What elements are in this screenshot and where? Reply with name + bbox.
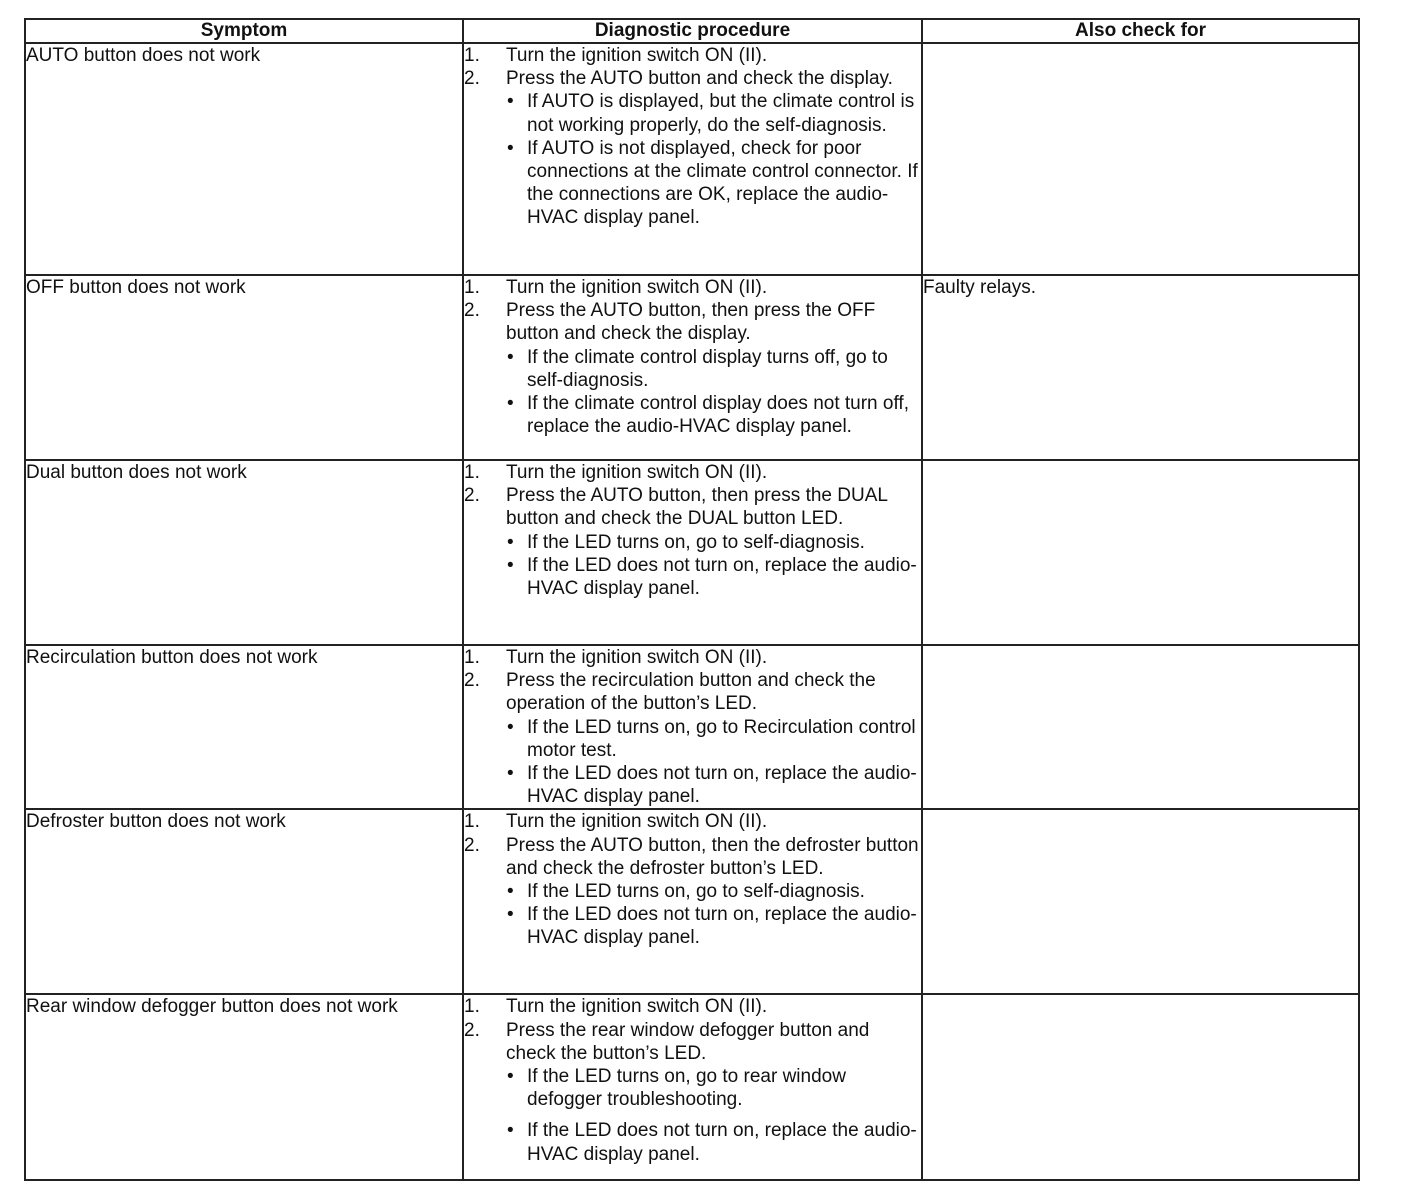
header-row — [25, 19, 1359, 43]
step-text: Press the AUTO button, then the defroster button and check the defroster button’s LED. — [506, 834, 919, 879]
bullet-item — [464, 346, 921, 392]
bullet-glyph: • — [507, 1120, 514, 1142]
step-text: Press the recirculation button and check the operation of the button’s LED. — [506, 670, 876, 715]
step — [464, 810, 921, 833]
step — [464, 461, 921, 484]
step-number: 2. — [464, 670, 480, 692]
bullet-item — [464, 762, 921, 808]
step — [464, 669, 921, 715]
step-text: Turn the ignition switch ON (II). — [506, 277, 768, 298]
step-number: 1. — [464, 45, 480, 66]
step — [464, 276, 921, 299]
table-row — [25, 275, 1359, 460]
bullet-text: If AUTO is not displayed, check for poor connections at the climate control connector. If the connections are OK, replace the audio-HVAC display panel. — [527, 137, 918, 229]
table-row — [25, 43, 1359, 275]
symptom-cell: OFF button does not work — [25, 275, 463, 460]
also-check-cell — [922, 460, 1359, 645]
bullet-text: If the climate control display turns off, go to self-diagnosis. — [527, 346, 888, 391]
bullet-item — [464, 90, 921, 136]
bullet-glyph: • — [507, 346, 514, 368]
step — [464, 834, 921, 880]
step-number: 1. — [464, 462, 480, 483]
step-number: 1. — [464, 277, 480, 298]
bullet-text: If the LED turns on, go to self-diagnosis. — [527, 881, 865, 903]
step-text: Turn the ignition switch ON (II). — [506, 45, 768, 66]
bullet-item — [464, 716, 921, 762]
step — [464, 646, 921, 669]
bullet-text: If AUTO is displayed, but the climate control is not working properly, do the self-diagnosis. — [527, 91, 915, 136]
step-text: Press the rear window defogger button and check the button’s LED. — [506, 1019, 870, 1064]
bullet-item — [464, 137, 921, 230]
bullet-glyph: • — [507, 393, 514, 415]
header-symptom: Symptom — [25, 19, 463, 43]
bullet-text: If the climate control display does not turn off, replace the audio-HVAC display panel. — [527, 393, 909, 438]
bullet-item — [464, 554, 921, 600]
symptom-cell: Rear window defogger button does not work — [25, 994, 463, 1180]
step-number: 2. — [464, 834, 480, 856]
bullet-item — [464, 880, 921, 903]
also-check-cell — [922, 645, 1359, 809]
procedure-cell — [463, 809, 922, 994]
bullet-text: If the LED does not turn on, replace the audio-HVAC display panel. — [527, 554, 917, 600]
bullet-glyph: • — [507, 881, 514, 903]
step-number: 2. — [464, 1019, 480, 1041]
bullet-text: If the LED does not turn on, replace the audio-HVAC display panel. — [527, 1120, 917, 1165]
step — [464, 67, 921, 90]
bullet-item — [464, 1119, 921, 1165]
bullet-glyph: • — [507, 904, 514, 926]
bullet-glyph: • — [507, 1066, 514, 1088]
troubleshooting-table — [24, 18, 1360, 1181]
bullet-item — [464, 392, 921, 438]
header-procedure: Diagnostic procedure — [463, 19, 922, 43]
table-row — [25, 460, 1359, 645]
also-check-cell — [922, 809, 1359, 994]
table-row — [25, 645, 1359, 809]
bullet-item — [464, 903, 921, 949]
step-text: Turn the ignition switch ON (II). — [506, 647, 768, 668]
bullet-text: If the LED does not turn on, replace the audio-HVAC display panel. — [527, 904, 917, 949]
step-text: Turn the ignition switch ON (II). — [506, 811, 768, 833]
bullet-text: If the LED turns on, go to self-diagnosis. — [527, 531, 865, 553]
bullet-glyph: • — [507, 531, 514, 553]
step-number: 2. — [464, 300, 480, 322]
also-check-cell: Faulty relays. — [922, 275, 1359, 460]
step-number: 1. — [464, 647, 480, 668]
step-text: Turn the ignition switch ON (II). — [506, 996, 768, 1018]
bullet-text: If the LED does not turn on, replace the audio-HVAC display panel. — [527, 763, 917, 808]
bullet-text: If the LED turns on, go to rear window defogger troubleshooting. — [527, 1066, 846, 1111]
step-text: Press the AUTO button and check the display. — [506, 68, 893, 90]
step-number: 1. — [464, 996, 480, 1018]
bullet-item — [464, 1065, 921, 1111]
step-text: Press the AUTO button, then press the DUAL button and check the DUAL button LED. — [506, 485, 888, 530]
symptom-cell: Defroster button does not work — [25, 809, 463, 994]
bullet-glyph: • — [507, 716, 514, 738]
bullet-glyph: • — [507, 763, 514, 785]
also-check-cell — [922, 994, 1359, 1180]
symptom-cell: Recirculation button does not work — [25, 645, 463, 809]
step-text: Turn the ignition switch ON (II). — [506, 462, 768, 483]
step-number: 1. — [464, 811, 480, 833]
step — [464, 299, 921, 345]
procedure-cell — [463, 43, 922, 275]
step-number: 2. — [464, 485, 480, 507]
step-text: Press the AUTO button, then press the OFF button and check the display. — [506, 300, 876, 345]
procedure-cell — [463, 275, 922, 460]
procedure-cell — [463, 460, 922, 645]
bullet-glyph: • — [507, 91, 514, 113]
also-check-cell — [922, 43, 1359, 275]
symptom-cell: AUTO button does not work — [25, 43, 463, 275]
table-body — [25, 43, 1359, 1180]
table-row — [25, 809, 1359, 994]
step — [464, 1019, 921, 1065]
bullet-glyph: • — [507, 554, 514, 576]
step — [464, 995, 921, 1018]
bullet-item — [464, 531, 921, 554]
symptom-cell: Dual button does not work — [25, 460, 463, 645]
step — [464, 44, 921, 67]
bullet-text: If the LED turns on, go to Recirculation control motor test. — [527, 716, 916, 761]
procedure-cell — [463, 645, 922, 809]
step — [464, 484, 921, 530]
procedure-cell — [463, 994, 922, 1180]
table-row — [25, 994, 1359, 1180]
step-number: 2. — [464, 68, 480, 90]
bullet-glyph: • — [507, 137, 514, 159]
header-also-check: Also check for — [922, 19, 1359, 43]
